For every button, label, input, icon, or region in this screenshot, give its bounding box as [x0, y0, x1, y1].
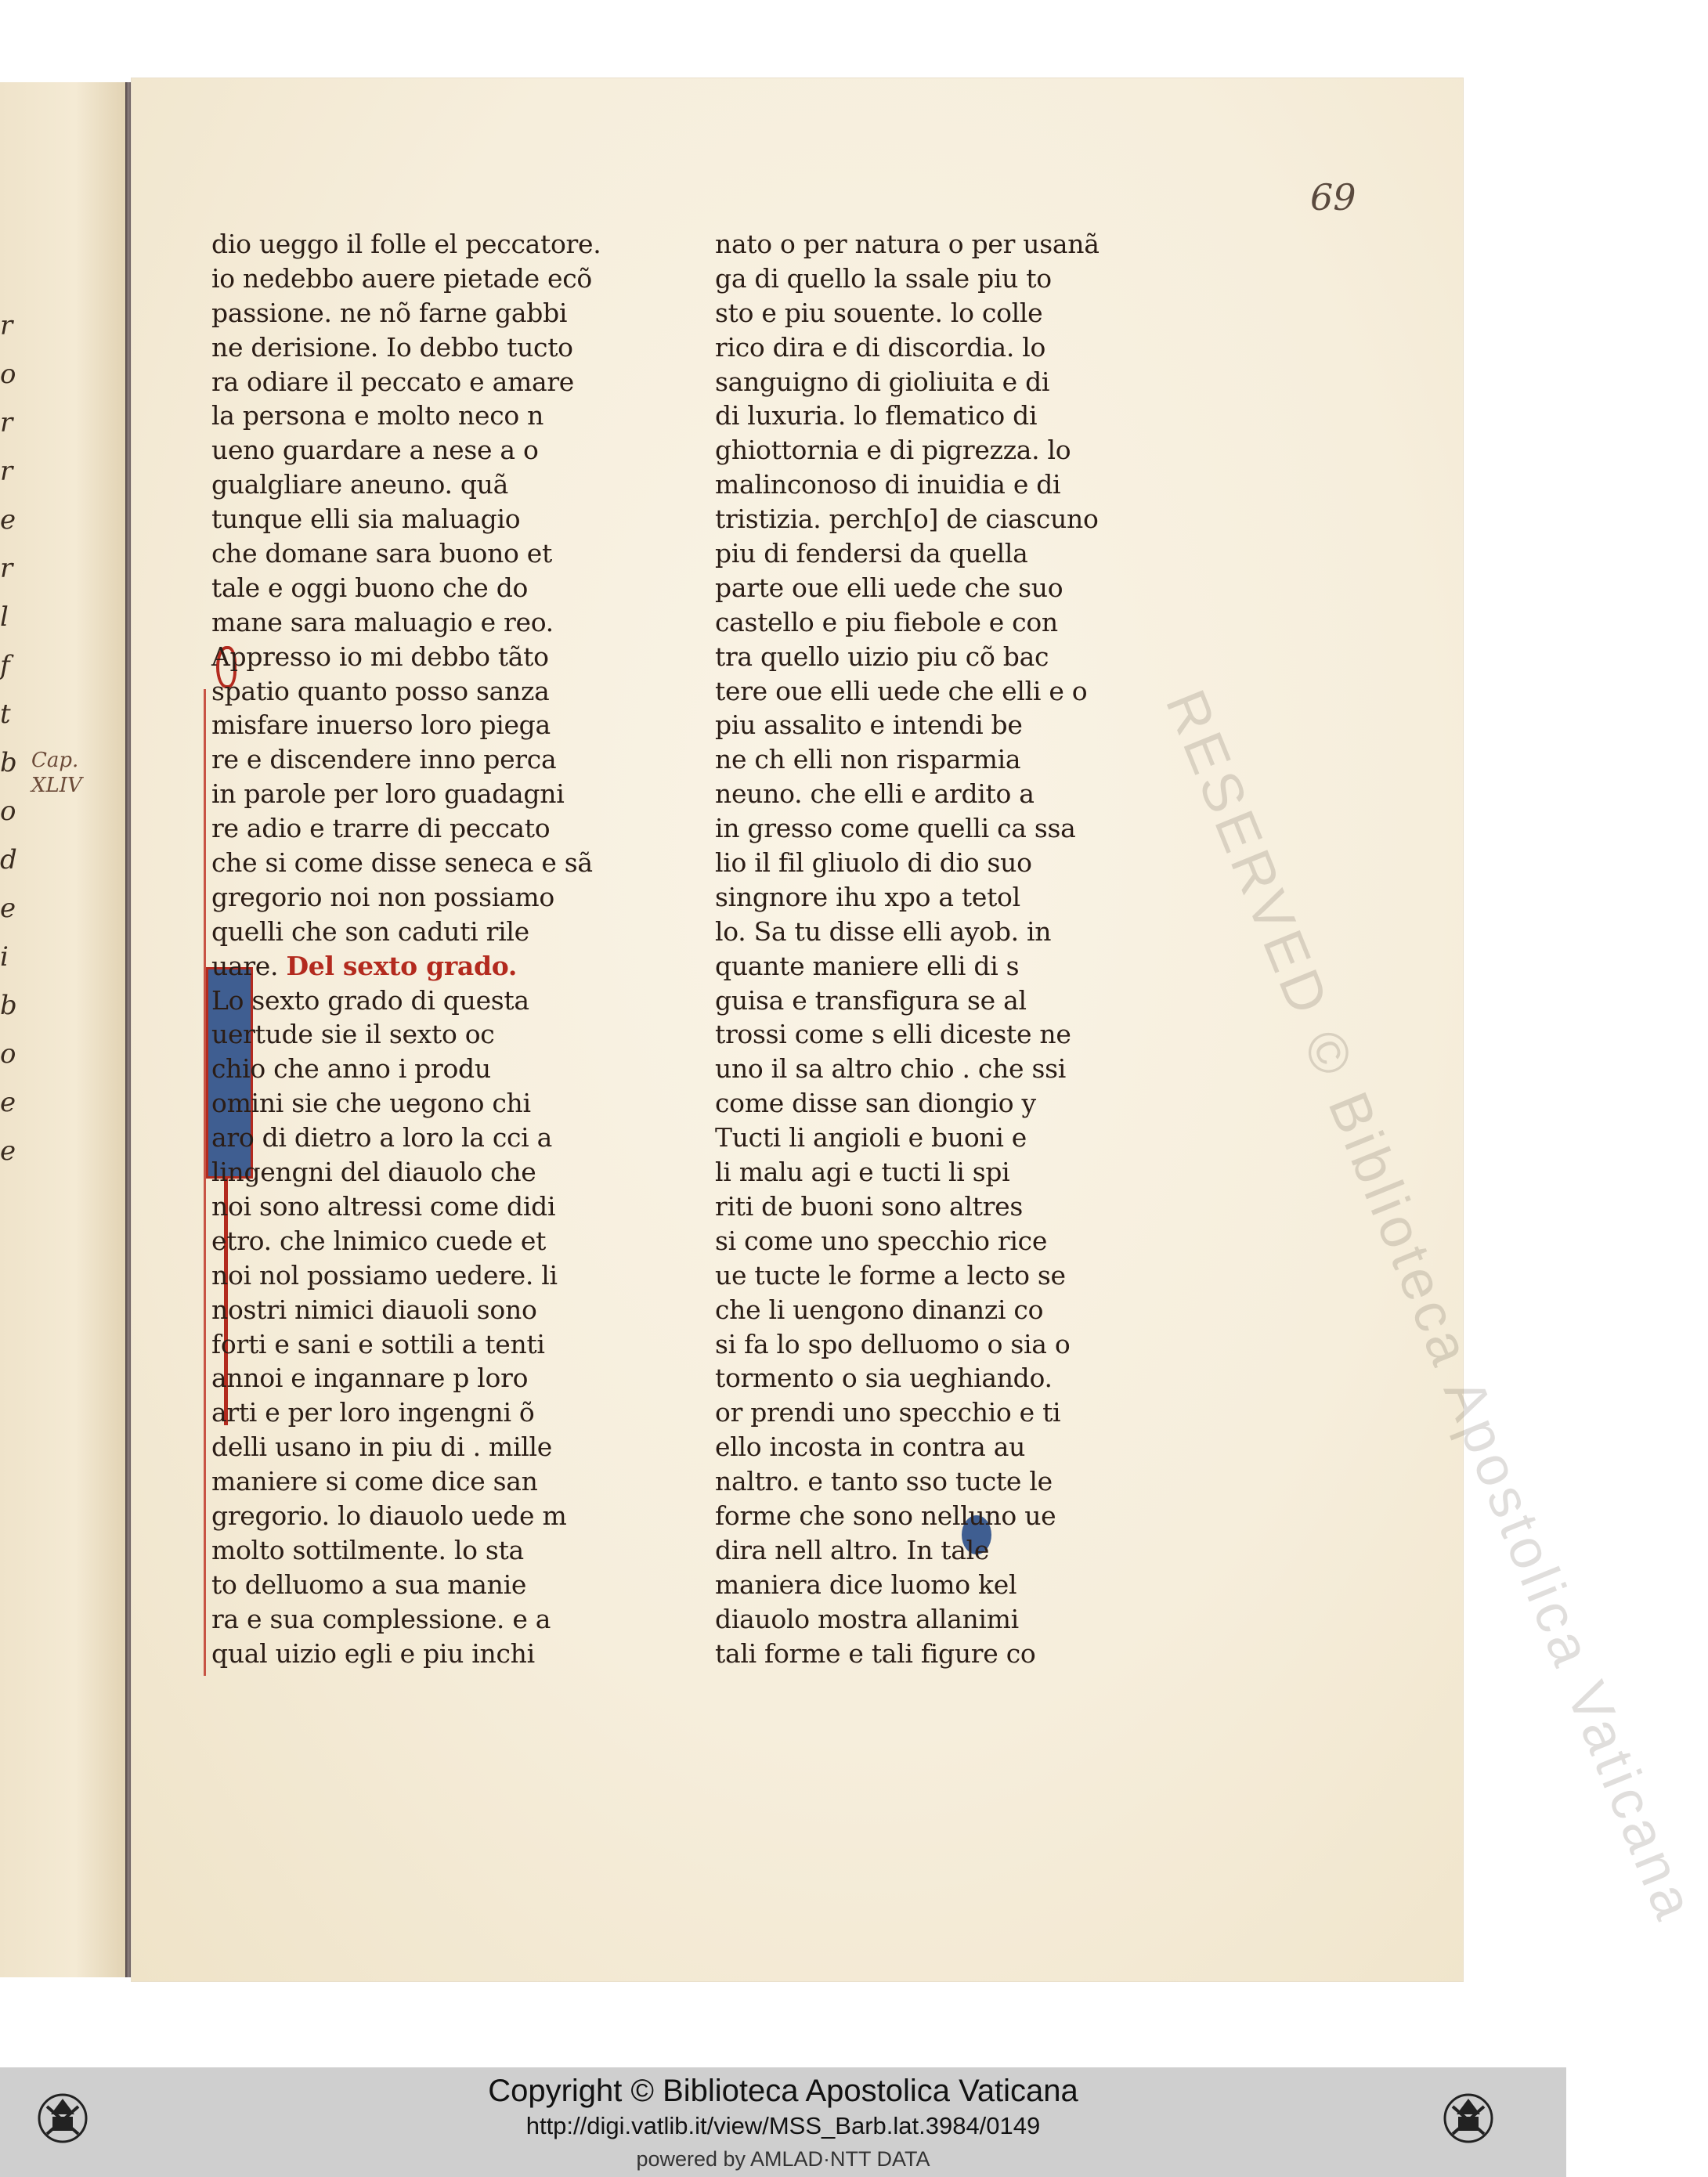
text-line: quante maniere elli di s	[715, 950, 1020, 981]
manuscript-line	[211, 777, 697, 811]
manuscript-line	[211, 1430, 697, 1464]
text-line: uare.	[211, 950, 279, 981]
text-line: sto e piu souente. lo colle	[715, 297, 1043, 328]
manuscript-line	[211, 1499, 697, 1533]
manuscript-line	[715, 1086, 1201, 1121]
text-line: arti e per loro ingengni õ	[211, 1397, 535, 1428]
facing-page-char: f	[0, 650, 10, 681]
text-line: guisa e transfigura se al	[715, 984, 1027, 1016]
manuscript-line	[715, 536, 1201, 571]
facing-page-char: e	[0, 1135, 16, 1167]
text-line: tale e oggi buono che do	[211, 572, 529, 603]
text-line: ueno guardare a nese a o	[211, 435, 539, 466]
text-line: piu di fendersi da quella	[715, 538, 1028, 569]
text-column-left	[211, 227, 697, 1670]
text-line: omini sie che uegono chi	[211, 1088, 531, 1119]
manuscript-line	[211, 1224, 697, 1258]
manuscript-line	[211, 365, 697, 399]
manuscript-line	[211, 1190, 697, 1224]
text-line: or prendi uno specchio e ti	[715, 1397, 1061, 1428]
manuscript-line	[715, 1395, 1201, 1430]
manuscript-line	[211, 571, 697, 605]
facing-page-char: e	[0, 1087, 16, 1118]
facing-page-char: o	[0, 796, 16, 827]
facing-page-char: r	[0, 310, 13, 341]
manuscript-line	[715, 708, 1201, 742]
text-line: re e discendere inno perca	[211, 744, 557, 775]
facing-page-char: b	[0, 747, 17, 778]
text-line: la persona e molto neco n	[211, 400, 544, 431]
manuscript-line	[211, 1327, 697, 1362]
text-line: delli usano in piu di . mille	[211, 1431, 552, 1463]
manuscript-line	[211, 674, 697, 709]
manuscript-line	[211, 536, 697, 571]
text-line: ue tucte le forme a lecto se	[715, 1259, 1066, 1291]
text-line: tunque elli sia maluagio	[211, 504, 521, 535]
folio-number: 69	[1310, 176, 1356, 218]
text-line: tali forme e tali figure co	[715, 1637, 1036, 1669]
manuscript-line	[715, 1327, 1201, 1362]
facing-page-char: o	[0, 1038, 16, 1070]
manuscript-line	[715, 1637, 1201, 1671]
manuscript-line	[211, 227, 697, 262]
manuscript-line	[211, 1568, 697, 1602]
manuscript-line	[211, 880, 697, 915]
manuscript-line	[715, 468, 1201, 502]
text-line: lo. Sa tu disse elli ayob. in	[715, 915, 1052, 947]
manuscript-line	[211, 1602, 697, 1637]
text-line: quelli che son caduti rile	[211, 915, 529, 947]
manuscript-line	[715, 1499, 1201, 1533]
manuscript-line	[211, 1121, 697, 1155]
text-line: si fa lo spo delluomo o sia o	[715, 1328, 1071, 1359]
text-line: mane sara maluagio e reo.	[211, 606, 554, 637]
manuscript-line	[715, 1464, 1201, 1499]
manuscript-line	[211, 1052, 697, 1086]
facing-page-char: r	[0, 456, 13, 487]
manuscript-line	[211, 984, 697, 1018]
text-line: molto sottilmente. lo sta	[211, 1534, 524, 1565]
manuscript-line	[715, 399, 1201, 433]
facing-page-char: i	[0, 941, 9, 973]
manuscript-line	[715, 605, 1201, 640]
text-column-right	[715, 227, 1201, 1670]
text-line: castello e piu fiebole e con	[715, 606, 1058, 637]
text-line: lio il fil gliuolo di dio suo	[715, 847, 1032, 879]
text-line: io nedebbo auere pietade ecõ	[211, 262, 592, 294]
manuscript-line	[211, 1637, 697, 1671]
manuscript-line	[715, 1568, 1201, 1602]
text-line: aro di dietro a loro la cci a	[211, 1122, 552, 1153]
manuscript-line	[715, 949, 1201, 984]
text-line: riti de buoni sono altres	[715, 1190, 1023, 1222]
text-line: dira nell altro. In tale	[715, 1534, 990, 1565]
text-line: passione. ne nõ farne gabbi	[211, 297, 568, 328]
text-line: di luxuria. lo flematico di	[715, 400, 1038, 431]
manuscript-url[interactable]: http://digi.vatlib.it/view/MSS_Barb.lat.3984/0149	[525, 2112, 1041, 2139]
manuscript-line	[211, 1395, 697, 1430]
manuscript-line	[715, 880, 1201, 915]
text-line: Tucti li angioli e buoni e	[715, 1122, 1027, 1153]
manuscript-line	[715, 227, 1201, 262]
text-line: tormento o sia ueghiando.	[715, 1363, 1053, 1394]
manuscript-line	[715, 1155, 1201, 1190]
text-line: sanguigno di gioliuita e di	[715, 366, 1050, 397]
text-line: noi sono altressi come didi	[211, 1190, 556, 1222]
text-line: etro. che lnimico cuede et	[211, 1225, 547, 1256]
manuscript-line	[715, 984, 1201, 1018]
text-line: nostri nimici diauoli sono	[211, 1294, 537, 1325]
manuscript-line	[715, 1017, 1201, 1052]
manuscript-line	[715, 571, 1201, 605]
manuscript-line	[211, 846, 697, 880]
text-line: come disse san diongio y	[715, 1088, 1036, 1119]
text-line: gregorio noi non possiamo	[211, 881, 554, 912]
text-line: naltro. e tanto sso tucte le	[715, 1466, 1053, 1497]
text-line: annoi e ingannare p loro	[211, 1363, 529, 1394]
text-line: Appresso io mi debbo tãto	[211, 641, 549, 672]
text-line: nato o per natura o per usanã	[715, 229, 1100, 259]
manuscript-line	[211, 1086, 697, 1121]
facing-page-char: d	[0, 844, 17, 875]
manuscript-line	[211, 708, 697, 742]
text-line: gualgliare aneuno. quã	[211, 469, 508, 500]
manuscript-line	[715, 365, 1201, 399]
text-line: singnore ihu xpo a tetol	[715, 881, 1020, 912]
manuscript-line	[715, 502, 1201, 536]
text-line: forme che sono nelluno ue	[715, 1500, 1056, 1531]
manuscript-line	[715, 1361, 1201, 1395]
manuscript-line	[715, 1224, 1201, 1258]
facing-page-char: r	[0, 553, 13, 584]
manuscript-line	[715, 1121, 1201, 1155]
manuscript-line	[211, 1017, 697, 1052]
reserved-watermark: RESERVED © Biblioteca Apostolica Vaticana	[1153, 681, 1707, 1932]
text-line: malinconoso di inuidia e di	[715, 469, 1061, 500]
manuscript-line	[211, 949, 697, 984]
book-gutter	[125, 82, 132, 1977]
text-line: Lo sexto grado di questa	[211, 984, 529, 1016]
text-line: ra odiare il peccato e amare	[211, 366, 575, 397]
text-line: parte oue elli uede che suo	[715, 572, 1063, 603]
manuscript-line	[715, 640, 1201, 674]
manuscript-line	[211, 262, 697, 296]
manuscript-line	[715, 433, 1201, 468]
text-line: in gresso come quelli ca ssa	[715, 813, 1076, 844]
facing-page-char: e	[0, 504, 16, 536]
manuscript-line	[715, 262, 1201, 296]
text-line: che domane sara buono et	[211, 538, 552, 569]
text-line: si come uno specchio rice	[715, 1225, 1048, 1256]
manuscript-line	[211, 468, 697, 502]
text-line: ghiottornia e di pigrezza. lo	[715, 435, 1071, 466]
marginal-chapter-note: Cap. XLIV	[31, 749, 82, 797]
text-line: tra quello uizio piu cõ bac	[715, 641, 1049, 672]
facing-page-char: t	[0, 699, 11, 730]
manuscript-line	[211, 1155, 697, 1190]
manuscript-line	[211, 399, 697, 433]
manuscript-line	[715, 811, 1201, 846]
text-line: che li uengono dinanzi co	[715, 1294, 1044, 1325]
facing-page-char: b	[0, 990, 17, 1021]
manuscript-line	[715, 330, 1201, 365]
text-line: in parole per loro guadagni	[211, 778, 565, 810]
text-line: ra e sua complessione. e a	[211, 1603, 551, 1634]
manuscript-line	[211, 433, 697, 468]
text-line: maniera dice luomo kel	[715, 1569, 1017, 1600]
text-line: piu assalito e intendi be	[715, 709, 1023, 741]
text-line: trossi come s elli diceste ne	[715, 1019, 1071, 1050]
manuscript-line	[211, 502, 697, 536]
text-line: to delluomo a sua manie	[211, 1569, 527, 1600]
powered-by-credit: powered by AMLAD·NTT DATA	[636, 2147, 930, 2171]
facing-page-left	[0, 82, 125, 1977]
text-line: re adio e trarre di peccato	[211, 813, 551, 844]
manuscript-line	[211, 742, 697, 777]
manuscript-line	[211, 915, 697, 949]
rubric-heading: Del sexto grado.	[286, 950, 518, 981]
copyright-notice: Copyright © Biblioteca Apostolica Vaticana	[488, 2074, 1078, 2108]
text-line: ne ch elli non risparmia	[715, 744, 1021, 775]
facing-page-char: l	[0, 601, 9, 633]
manuscript-line	[715, 296, 1201, 330]
manuscript-line	[715, 1258, 1201, 1293]
manuscript-line	[211, 1464, 697, 1499]
facing-page-char: o	[0, 359, 16, 390]
manuscript-line	[211, 1533, 697, 1568]
manuscript-line	[211, 811, 697, 846]
manuscript-line	[211, 1258, 697, 1293]
text-line: misfare inuerso loro piega	[211, 709, 551, 741]
text-line: ne derisione. Io debbo tucto	[211, 331, 573, 363]
manuscript-line	[211, 1361, 697, 1395]
text-line: diauolo mostra allanimi	[715, 1603, 1019, 1634]
text-line: li malu agi e tucti li spi	[715, 1157, 1010, 1188]
text-line: maniere si come dice san	[211, 1466, 538, 1497]
manuscript-line	[715, 674, 1201, 709]
manuscript-line	[211, 1293, 697, 1327]
manuscript-line	[715, 1293, 1201, 1327]
text-line: ello incosta in contra au	[715, 1431, 1026, 1463]
manuscript-line	[211, 330, 697, 365]
text-line: ga di quello la ssale piu to	[715, 262, 1052, 294]
text-line: uertude sie il sexto oc	[211, 1019, 495, 1050]
manuscript-line	[715, 1052, 1201, 1086]
manuscript-line	[715, 1602, 1201, 1637]
manuscript-line	[715, 777, 1201, 811]
text-line: gregorio. lo diauolo uede m	[211, 1500, 567, 1531]
manuscript-line	[211, 605, 697, 640]
manuscript-line	[715, 1430, 1201, 1464]
facing-page-char: r	[0, 407, 13, 439]
text-line: noi nol possiamo uedere. li	[211, 1259, 558, 1291]
text-line: uno il sa altro chio . che ssi	[715, 1053, 1066, 1085]
text-line: chio che anno i produ	[211, 1053, 491, 1085]
manuscript-line	[211, 296, 697, 330]
manuscript-line	[715, 846, 1201, 880]
text-line: che si come disse seneca e sã	[211, 847, 593, 879]
text-line: neuno. che elli e ardito a	[715, 778, 1035, 810]
manuscript-line	[715, 1190, 1201, 1224]
text-line: forti e sani e sottili a tenti	[211, 1328, 545, 1359]
manuscript-line	[715, 742, 1201, 777]
text-line: rico dira e di discordia. lo	[715, 331, 1046, 363]
facing-page-char: e	[0, 893, 16, 924]
text-line: lingengni del diauolo che	[211, 1157, 536, 1188]
manuscript-line	[715, 1533, 1201, 1568]
manuscript-line	[715, 915, 1201, 949]
text-line: spatio quanto posso sanza	[211, 675, 550, 706]
text-line: qual uizio egli e piu inchi	[211, 1637, 535, 1669]
text-line: tristizia. perch[o] de ciascuno	[715, 504, 1099, 535]
manuscript-line	[211, 640, 697, 674]
text-line: tere oue elli uede che elli e o	[715, 675, 1088, 706]
folio-page	[132, 78, 1707, 1981]
text-line: dio ueggo il folle el peccatore.	[211, 229, 601, 259]
facing-page-line-ends	[0, 301, 31, 1175]
